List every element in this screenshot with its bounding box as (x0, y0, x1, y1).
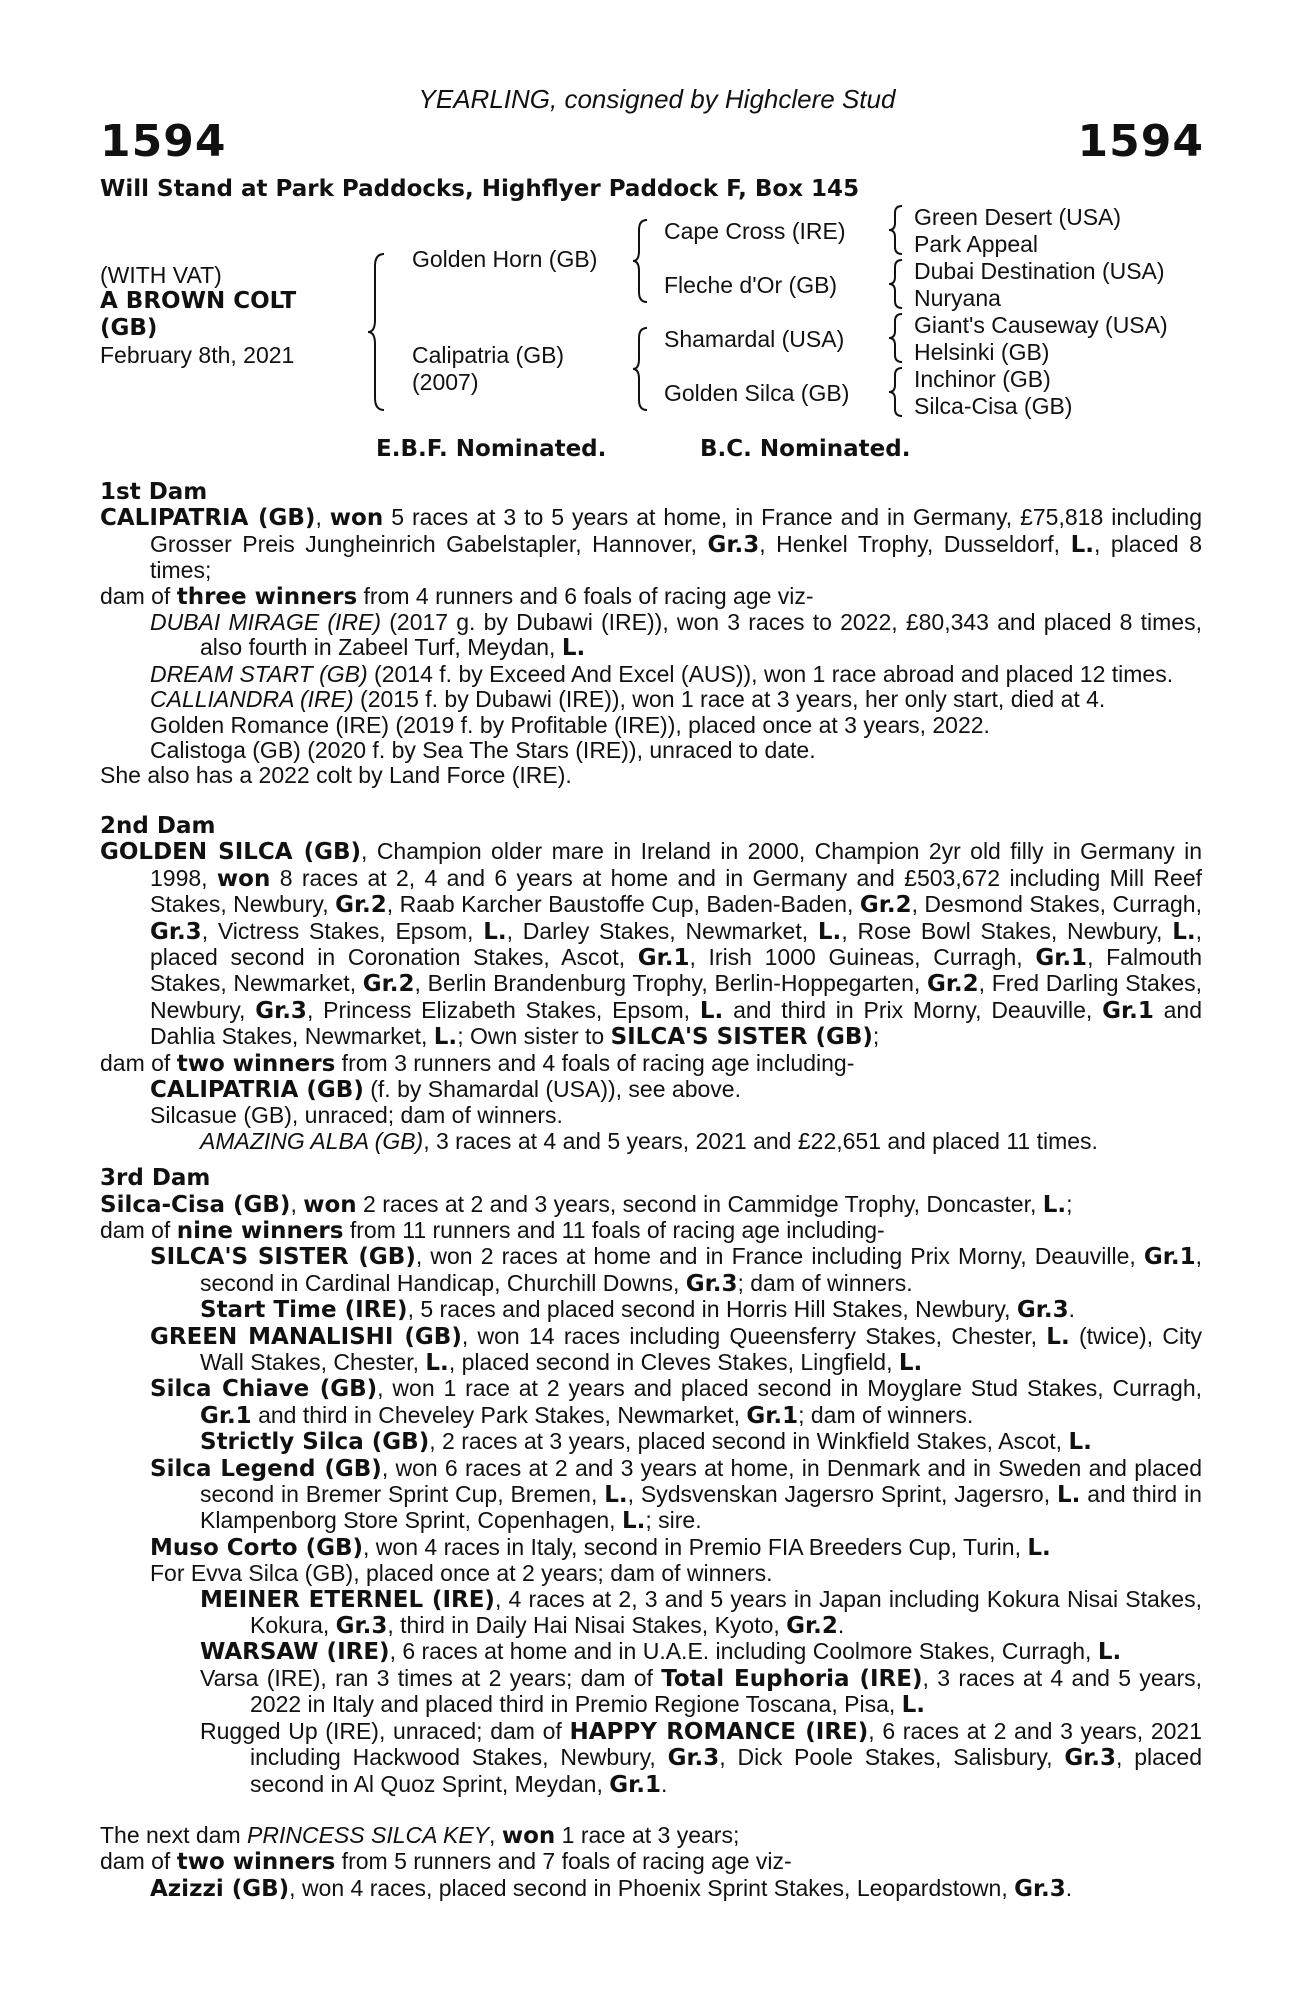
offspring-name: HAPPY ROMANCE (IRE) (569, 1718, 869, 1745)
offspring-name: DREAM START (GB) (150, 660, 368, 687)
text: , won 4 races in Italy, second in Premio FIA Breeders Cup, Turin, (363, 1533, 1028, 1560)
grade: Gr.2 (786, 1613, 838, 1640)
text: , Henkel Trophy, Dusseldorf, (759, 530, 1071, 557)
listed: L. (817, 918, 842, 945)
text: , won 2 races at home and in France including Prix Morny, Deauville, (415, 1243, 1144, 1270)
brace-dam-line (632, 326, 652, 412)
dam3-record (100, 1192, 1202, 1218)
offspring-item (200, 1719, 1202, 1798)
winners-count: nine winners (176, 1217, 344, 1244)
won-label: won (329, 505, 384, 532)
text: , 3 races at 4 and 5 years, 2021 and £22,651 and placed 11 times. (423, 1127, 1098, 1154)
brace-g2 (888, 258, 906, 310)
text: , (290, 1190, 304, 1217)
text: , third in Daily Hai Nisai Stakes, Kyoto, (387, 1612, 787, 1639)
dam3-produce-summary (100, 1218, 1202, 1244)
text: , placed second in Cleves Stakes, Lingfield, (448, 1349, 899, 1375)
grade: Gr.1 (1102, 997, 1154, 1024)
listed: L. (621, 1508, 646, 1535)
listed: L. (1068, 1429, 1092, 1456)
brace-g4 (888, 366, 906, 418)
dam1-produce-summary (100, 584, 1202, 610)
offspring-name: AMAZING ALBA (GB) (200, 1127, 424, 1154)
text: 8 races at 2, 4 and 6 years at home and in Germany and £503,672 including Mill Reef Stakes, Newbury, (150, 864, 1203, 918)
text: 5 races at 3 to 5 years at home, in France and in Germany, £75,818 including Grosser Preis Jungheinrich Gabelstapler, Hannover, (150, 504, 1202, 557)
offspring-name: SILCA'S SISTER (GB) (150, 1244, 416, 1271)
gg-6: Helsinki (GB) (914, 339, 1050, 365)
gg-1: Green Desert (USA) (914, 204, 1122, 230)
dam2-record (100, 839, 1202, 1050)
text: , Fred Darling Stakes, Newbury, (150, 970, 1203, 1023)
sire-dam: Fleche d'Or (GB) (664, 272, 838, 298)
text: Varsa (IRE), ran 3 times at 2 years; dam of (200, 1664, 662, 1691)
text: and Dahlia Stakes, Newmarket, (150, 996, 1203, 1050)
text: , Champion older mare in Ireland in 2000, Champion 2yr old filly in Germany in 1998, (150, 838, 1202, 891)
text: The next dam (100, 1821, 248, 1848)
offspring-name: Silca Chiave (GB) (150, 1376, 378, 1403)
text: . (1065, 1874, 1073, 1901)
text: , Falmouth Stakes, Newmarket, (150, 943, 1203, 997)
offspring-item (150, 662, 1202, 687)
listed: L. (901, 1692, 926, 1719)
text: from 5 runners and 7 foals of racing age viz- (335, 1848, 792, 1875)
grade: Gr.3 (667, 1745, 720, 1772)
offspring-item (150, 1876, 1202, 1902)
offspring-item (150, 1535, 1202, 1561)
text: , 5 races and placed second in Horris Hill Stakes, Newbury, (407, 1296, 1017, 1323)
text: (f. by Shamardal (USA)), see above. (363, 1075, 741, 1102)
listed: L. (898, 1350, 923, 1376)
text: , Sydsvenskan Jagersro Sprint, Jagersro, (627, 1481, 1057, 1508)
offspring-item (200, 1666, 1202, 1719)
won-label: won (303, 1191, 357, 1218)
gg-7: Inchinor (GB) (914, 366, 1051, 392)
grade: Gr.1 (1035, 944, 1088, 971)
text: , won 6 races at 2 and 3 years at home, in Denmark and in Sweden and placed second in Bremer Sprint Cup, Bremen, (200, 1454, 1203, 1508)
text: . (660, 1770, 668, 1797)
text: , placed 8 times; (150, 530, 1202, 584)
listed: L. (1070, 531, 1094, 558)
bc-nomination: B.C. Nominated. (700, 436, 911, 462)
brace-g1 (888, 204, 906, 256)
offspring-name: GREEN MANALISHI (GB) (150, 1323, 462, 1350)
offspring-name: WARSAW (IRE) (200, 1639, 390, 1666)
offspring-name: Total Euphoria (IRE) (661, 1665, 923, 1692)
offspring-item: Silcasue (GB), unraced; dam of winners. (150, 1102, 563, 1129)
listed: L. (1027, 1534, 1051, 1561)
offspring-name: Silca Legend (GB) (150, 1455, 382, 1482)
offspring-item: For Evva Silca (GB), placed once at 2 years; dam of winners. (150, 1560, 773, 1587)
won-label: won (501, 1822, 556, 1849)
offspring-item (150, 687, 1202, 712)
listed: L. (1172, 918, 1196, 945)
winners-count: three winners (176, 583, 358, 610)
dam-sire: Shamardal (USA) (664, 326, 845, 352)
text: ; (872, 1023, 880, 1050)
offspring-item (150, 1077, 1202, 1103)
text: (2017 g. by Dubawi (IRE)), won 3 races to 2022, £80,343 and placed 8 times, also fourth in Zabeel Turf, Meydan, (200, 609, 1202, 661)
text: ; dam of winners. (737, 1269, 913, 1296)
colt-country: (GB) (100, 315, 158, 341)
dam1-name: CALIPATRIA (GB) (100, 505, 316, 532)
winners-count: two winners (176, 1050, 336, 1077)
offspring-item (200, 1587, 1202, 1640)
text: , 2 races at 3 years, placed second in Winkfield Stakes, Ascot, (429, 1428, 1069, 1455)
text: (2014 f. by Exceed And Excel (AUS)), won 1 race abroad and placed 12 times. (367, 660, 1174, 687)
grade: Gr.2 (335, 892, 387, 919)
text: , Raab Karcher Baustoffe Cup, Baden-Baden, (386, 891, 860, 918)
text: dam of (100, 582, 177, 609)
listed: L. (604, 1482, 628, 1509)
offspring-item: Calistoga (GB) (2020 f. by Sea The Stars (IRE)), unraced to date. (150, 737, 816, 764)
vat-note: (WITH VAT) (100, 262, 222, 288)
gg-2: Park Appeal (914, 231, 1039, 257)
text: dam of (100, 1848, 177, 1875)
offspring-name: MEINER ETERNEL (IRE) (200, 1586, 495, 1613)
text: , (489, 1821, 502, 1848)
winners-count: two winners (176, 1849, 336, 1876)
dam: Calipatria (GB) (412, 342, 565, 368)
text: from 3 runners and 4 foals of racing age including- (335, 1049, 855, 1076)
section-heading-3rd-dam: 3rd Dam (100, 1165, 211, 1192)
offspring-item (200, 1129, 1202, 1154)
grade: Gr.1 (746, 1402, 799, 1429)
grade: Gr.3 (707, 531, 760, 558)
text: Rugged Up (IRE), unraced; dam of (200, 1717, 570, 1744)
listed: L. (483, 918, 507, 945)
offspring-item (150, 1456, 1202, 1535)
text: , Desmond Stakes, Curragh, (911, 891, 1202, 918)
next-dam-name: PRINCESS SILCA KEY (247, 1821, 490, 1848)
ebf-nomination: E.B.F. Nominated. (376, 436, 607, 462)
offspring-name: Start Time (IRE) (200, 1297, 408, 1324)
text: from 11 runners and 11 foals of racing age including- (343, 1216, 885, 1243)
grade: Gr.2 (362, 971, 415, 998)
next-dam-produce-summary (100, 1849, 1202, 1875)
text: from 4 runners and 6 foals of racing age viz- (357, 582, 814, 609)
text: , Victress Stakes, Epsom, (201, 917, 484, 944)
brace-sire-dam (366, 252, 390, 412)
offspring-item (150, 610, 1202, 662)
gg-8: Silca-Cisa (GB) (914, 393, 1073, 419)
sister-name: SILCA'S SISTER (GB) (610, 1024, 873, 1051)
colt-description: A BROWN COLT (100, 288, 297, 314)
dam3-name: Silca-Cisa (GB) (100, 1191, 291, 1218)
text: ; Own sister to (457, 1023, 611, 1050)
text: . (1068, 1296, 1075, 1323)
text: and third in Cheveley Park Stakes, Newmarket, (251, 1401, 747, 1428)
text: , Berlin Brandenburg Trophy, Berlin-Hoppegarten, (414, 970, 927, 997)
text: , placed second in Coronation Stakes, Ascot, (150, 917, 1202, 970)
text: ; sire. (645, 1507, 702, 1534)
text: and third in Prix Morny, Deauville, (723, 996, 1103, 1023)
text: , 6 races at home and in U.A.E. including Coolmore Stakes, Curragh, (389, 1638, 1098, 1665)
text: , placed second in Al Quoz Sprint, Meydan, (250, 1744, 1203, 1797)
offspring-name: Azizzi (GB) (150, 1875, 290, 1902)
section-heading-1st-dam: 1st Dam (100, 479, 208, 505)
text: , Darley Stakes, Newmarket, (506, 917, 818, 944)
dam2-produce-summary (100, 1051, 1202, 1077)
offspring-item: Golden Romance (IRE) (2019 f. by Profitable (IRE)), placed once at 3 years, 2022. (150, 711, 990, 738)
listed: L. (425, 1350, 449, 1376)
text: , 3 races at 4 and 5 years, 2022 in Italy and placed third in Premio Regione Toscana, Pisa, (250, 1664, 1203, 1718)
gg-3: Dubai Destination (USA) (914, 258, 1165, 284)
brace-sire-line (632, 218, 652, 304)
text: , Rose Bowl Stakes, Newbury, (841, 917, 1173, 944)
offspring-name: Muso Corto (GB) (150, 1534, 364, 1561)
text: (2015 f. by Dubawi (IRE)), won 1 race at 3 years, her only start, died at 4. (353, 686, 1106, 713)
offspring-item (200, 1429, 1202, 1455)
text: , Dick Poole Stakes, Salisbury, (719, 1744, 1065, 1771)
listed: L. (1046, 1323, 1070, 1350)
text: (twice), City Wall Stakes, Chester, (200, 1322, 1203, 1375)
text: 1 race at 3 years; (555, 1821, 740, 1848)
sire-sire: Cape Cross (IRE) (664, 218, 846, 244)
produce-record (100, 480, 1202, 1902)
listed: L. (699, 997, 724, 1024)
text: , won 4 races, placed second in Phoenix Sprint Stakes, Leopardstown, (289, 1874, 1015, 1901)
text: , second in Cardinal Handicap, Churchill Downs, (200, 1243, 1202, 1296)
listed: L. (1097, 1639, 1122, 1666)
next-dam-record (100, 1823, 1202, 1849)
text: , 6 races at 2 and 3 years, 2021 including Hackwood Stakes, Newbury, (250, 1717, 1203, 1771)
text: . (837, 1612, 845, 1639)
grade: Gr.1 (609, 1771, 661, 1798)
offspring-name: Strictly Silca (GB) (200, 1429, 430, 1456)
dam-dam: Golden Silca (GB) (664, 380, 850, 406)
lot-number-left: 1594 (100, 116, 227, 167)
listed: L. (1042, 1191, 1067, 1218)
lot-number-right: 1594 (1077, 116, 1204, 167)
offspring-item (150, 1324, 1202, 1377)
sire: Golden Horn (GB) (412, 246, 598, 272)
text: , Irish 1000 Guineas, Curragh, (689, 943, 1036, 970)
text: and third in Klampenborg Store Sprint, Copenhagen, (200, 1481, 1202, 1534)
text: ; dam of winners. (798, 1401, 974, 1428)
offspring-item (150, 1244, 1202, 1297)
grade: Gr.2 (859, 892, 912, 919)
offspring-name: CALLIANDRA (IRE) (150, 686, 354, 713)
listed: L. (561, 635, 586, 662)
listed: L. (433, 1024, 458, 1051)
offspring-item (150, 1376, 1202, 1429)
text: dam of (100, 1049, 177, 1076)
grade: Gr.3 (255, 997, 307, 1024)
text: 2 races at 2 and 3 years, second in Cammidge Trophy, Doncaster, (356, 1190, 1043, 1217)
gg-5: Giant's Causeway (USA) (914, 312, 1168, 338)
offspring-item (200, 1639, 1202, 1665)
grade: Gr.2 (926, 971, 979, 998)
grade: Gr.3 (685, 1270, 738, 1297)
text: , won 1 race at 2 years and placed second in Moyglare Stud Stakes, Curragh, (377, 1375, 1203, 1402)
consignor-line: YEARLING, consigned by Highclere Stud (418, 84, 896, 114)
grade: Gr.3 (335, 1613, 388, 1640)
dam1-also: She also has a 2022 colt by Land Force (IRE). (100, 762, 572, 789)
offspring-name: CALIPATRIA (GB) (150, 1076, 364, 1103)
foaling-date: February 8th, 2021 (100, 342, 295, 368)
grade: Gr.1 (637, 944, 690, 971)
grade: Gr.1 (200, 1402, 252, 1429)
text: ; (1066, 1190, 1073, 1217)
text: , 4 races at 2, 3 and 5 years in Japan including Kokura Nisai Stakes, Kokura, (250, 1585, 1202, 1639)
dam1-record: CALIPATRIA (GB), won 5 races at 3 to 5 years at home, in France and in Germany, £75,818 including Grosser Preis Jungheinrich Gabelstapler, Hannover, Gr.3, Henkel Trophy, Dusseldorf, L., placed 8 times; (100, 504, 1202, 584)
grade: Gr.3 (1016, 1297, 1069, 1324)
offspring-item (200, 1297, 1202, 1323)
grade: Gr.1 (1143, 1244, 1196, 1271)
stand-location: Will Stand at Park Paddocks, Highflyer Paddock F, Box 145 (100, 176, 860, 202)
section-heading-2nd-dam: 2nd Dam (100, 812, 216, 839)
grade: Gr.3 (1064, 1745, 1117, 1772)
won-label: won (216, 865, 271, 892)
text: , Princess Elizabeth Stakes, Epsom, (306, 996, 700, 1023)
brace-g3 (888, 312, 906, 364)
offspring-name: DUBAI MIRAGE (IRE) (150, 609, 382, 636)
dam2-name: GOLDEN SILCA (GB) (100, 839, 362, 866)
grade: Gr.3 (150, 918, 202, 945)
text: , won 14 races including Queensferry Stakes, Chester, (461, 1322, 1047, 1349)
text: dam of (100, 1216, 177, 1243)
listed: L. (1056, 1482, 1081, 1509)
dam-year: (2007) (412, 369, 479, 395)
grade: Gr.3 (1014, 1875, 1066, 1902)
gg-4: Nuryana (914, 285, 1001, 311)
